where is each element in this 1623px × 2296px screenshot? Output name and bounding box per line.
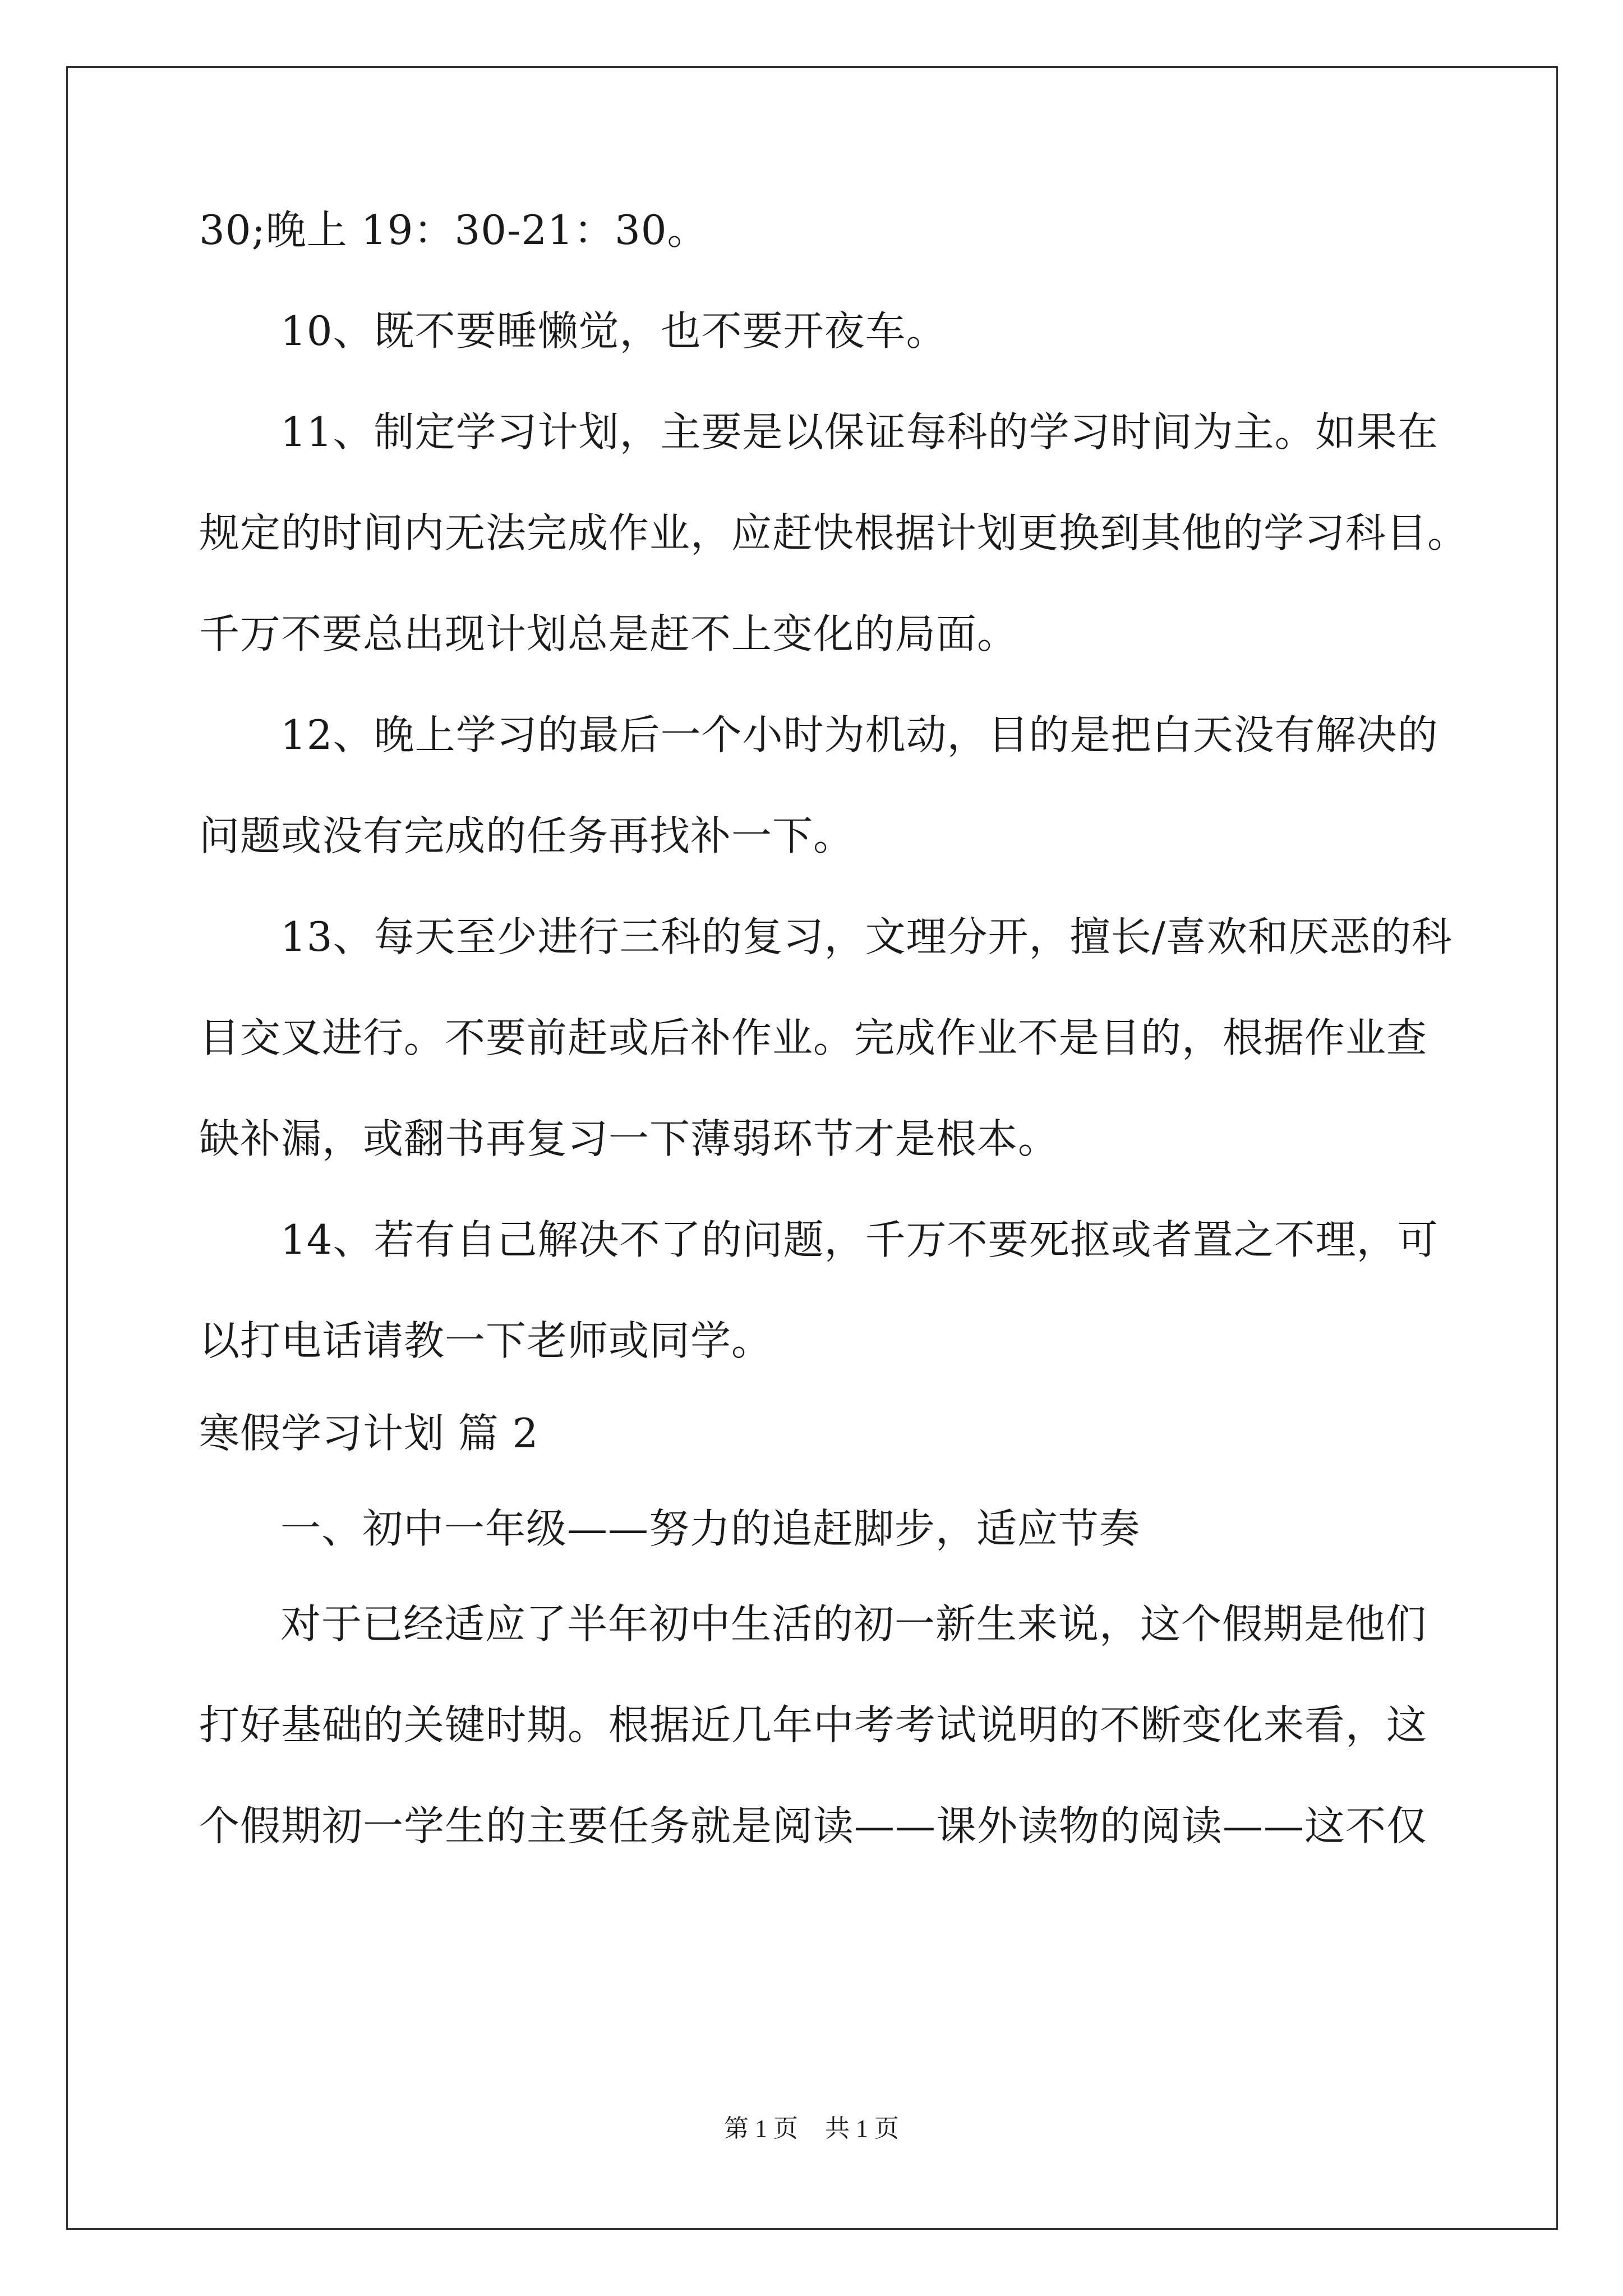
text-line: 规定的时间内无法完成作业，应赶快根据计划更换到其他的学习科目。	[199, 509, 1469, 556]
page-number: 第 1 页	[724, 2115, 798, 2142]
text-line: 以打电话请教一下老师或同学。	[199, 1317, 773, 1364]
text-line: 问题或没有完成的任务再找补一下。	[199, 812, 855, 859]
text-line: 打好基础的关键时期。根据近几年中考考试说明的不断变化来看，这	[199, 1701, 1428, 1749]
text-line: 11、制定学习计划，主要是以保证每科的学习时间为主。如果在	[280, 408, 1438, 455]
text-line: 13、每天至少进行三科的复习，文理分开，擅长/喜欢和厌恶的科	[280, 913, 1453, 960]
text-line: 目交叉进行。不要前赶或后补作业。完成作业不是目的，根据作业查	[199, 1014, 1428, 1061]
page-total: 共 1 页	[825, 2115, 899, 2142]
text-line: 个假期初一学生的主要任务就是阅读——课外读物的阅读——这不仅	[199, 1802, 1428, 1849]
text-line: 14、若有自己解决不了的问题，千万不要死抠或者置之不理，可	[280, 1216, 1438, 1263]
text-line: 30;晚上 19：30-21：30。	[199, 206, 708, 254]
page-footer	[0, 2112, 1623, 2146]
text-line: 12、晚上学习的最后一个小时为机动，目的是把白天没有解决的	[280, 711, 1438, 758]
text-line: 缺补漏，或翻书再复习一下薄弱环节才是根本。	[199, 1115, 1059, 1162]
text-line: 一、初中一年级——努力的追赶脚步，适应节奏	[280, 1505, 1141, 1552]
section-heading: 寒假学习计划 篇 2	[199, 1410, 539, 1457]
text-line: 10、既不要睡懒觉，也不要开夜车。	[280, 307, 947, 355]
text-line: 千万不要总出现计划总是赶不上变化的局面。	[199, 610, 1018, 657]
text-line: 对于已经适应了半年初中生活的初一新生来说，这个假期是他们	[280, 1600, 1427, 1648]
